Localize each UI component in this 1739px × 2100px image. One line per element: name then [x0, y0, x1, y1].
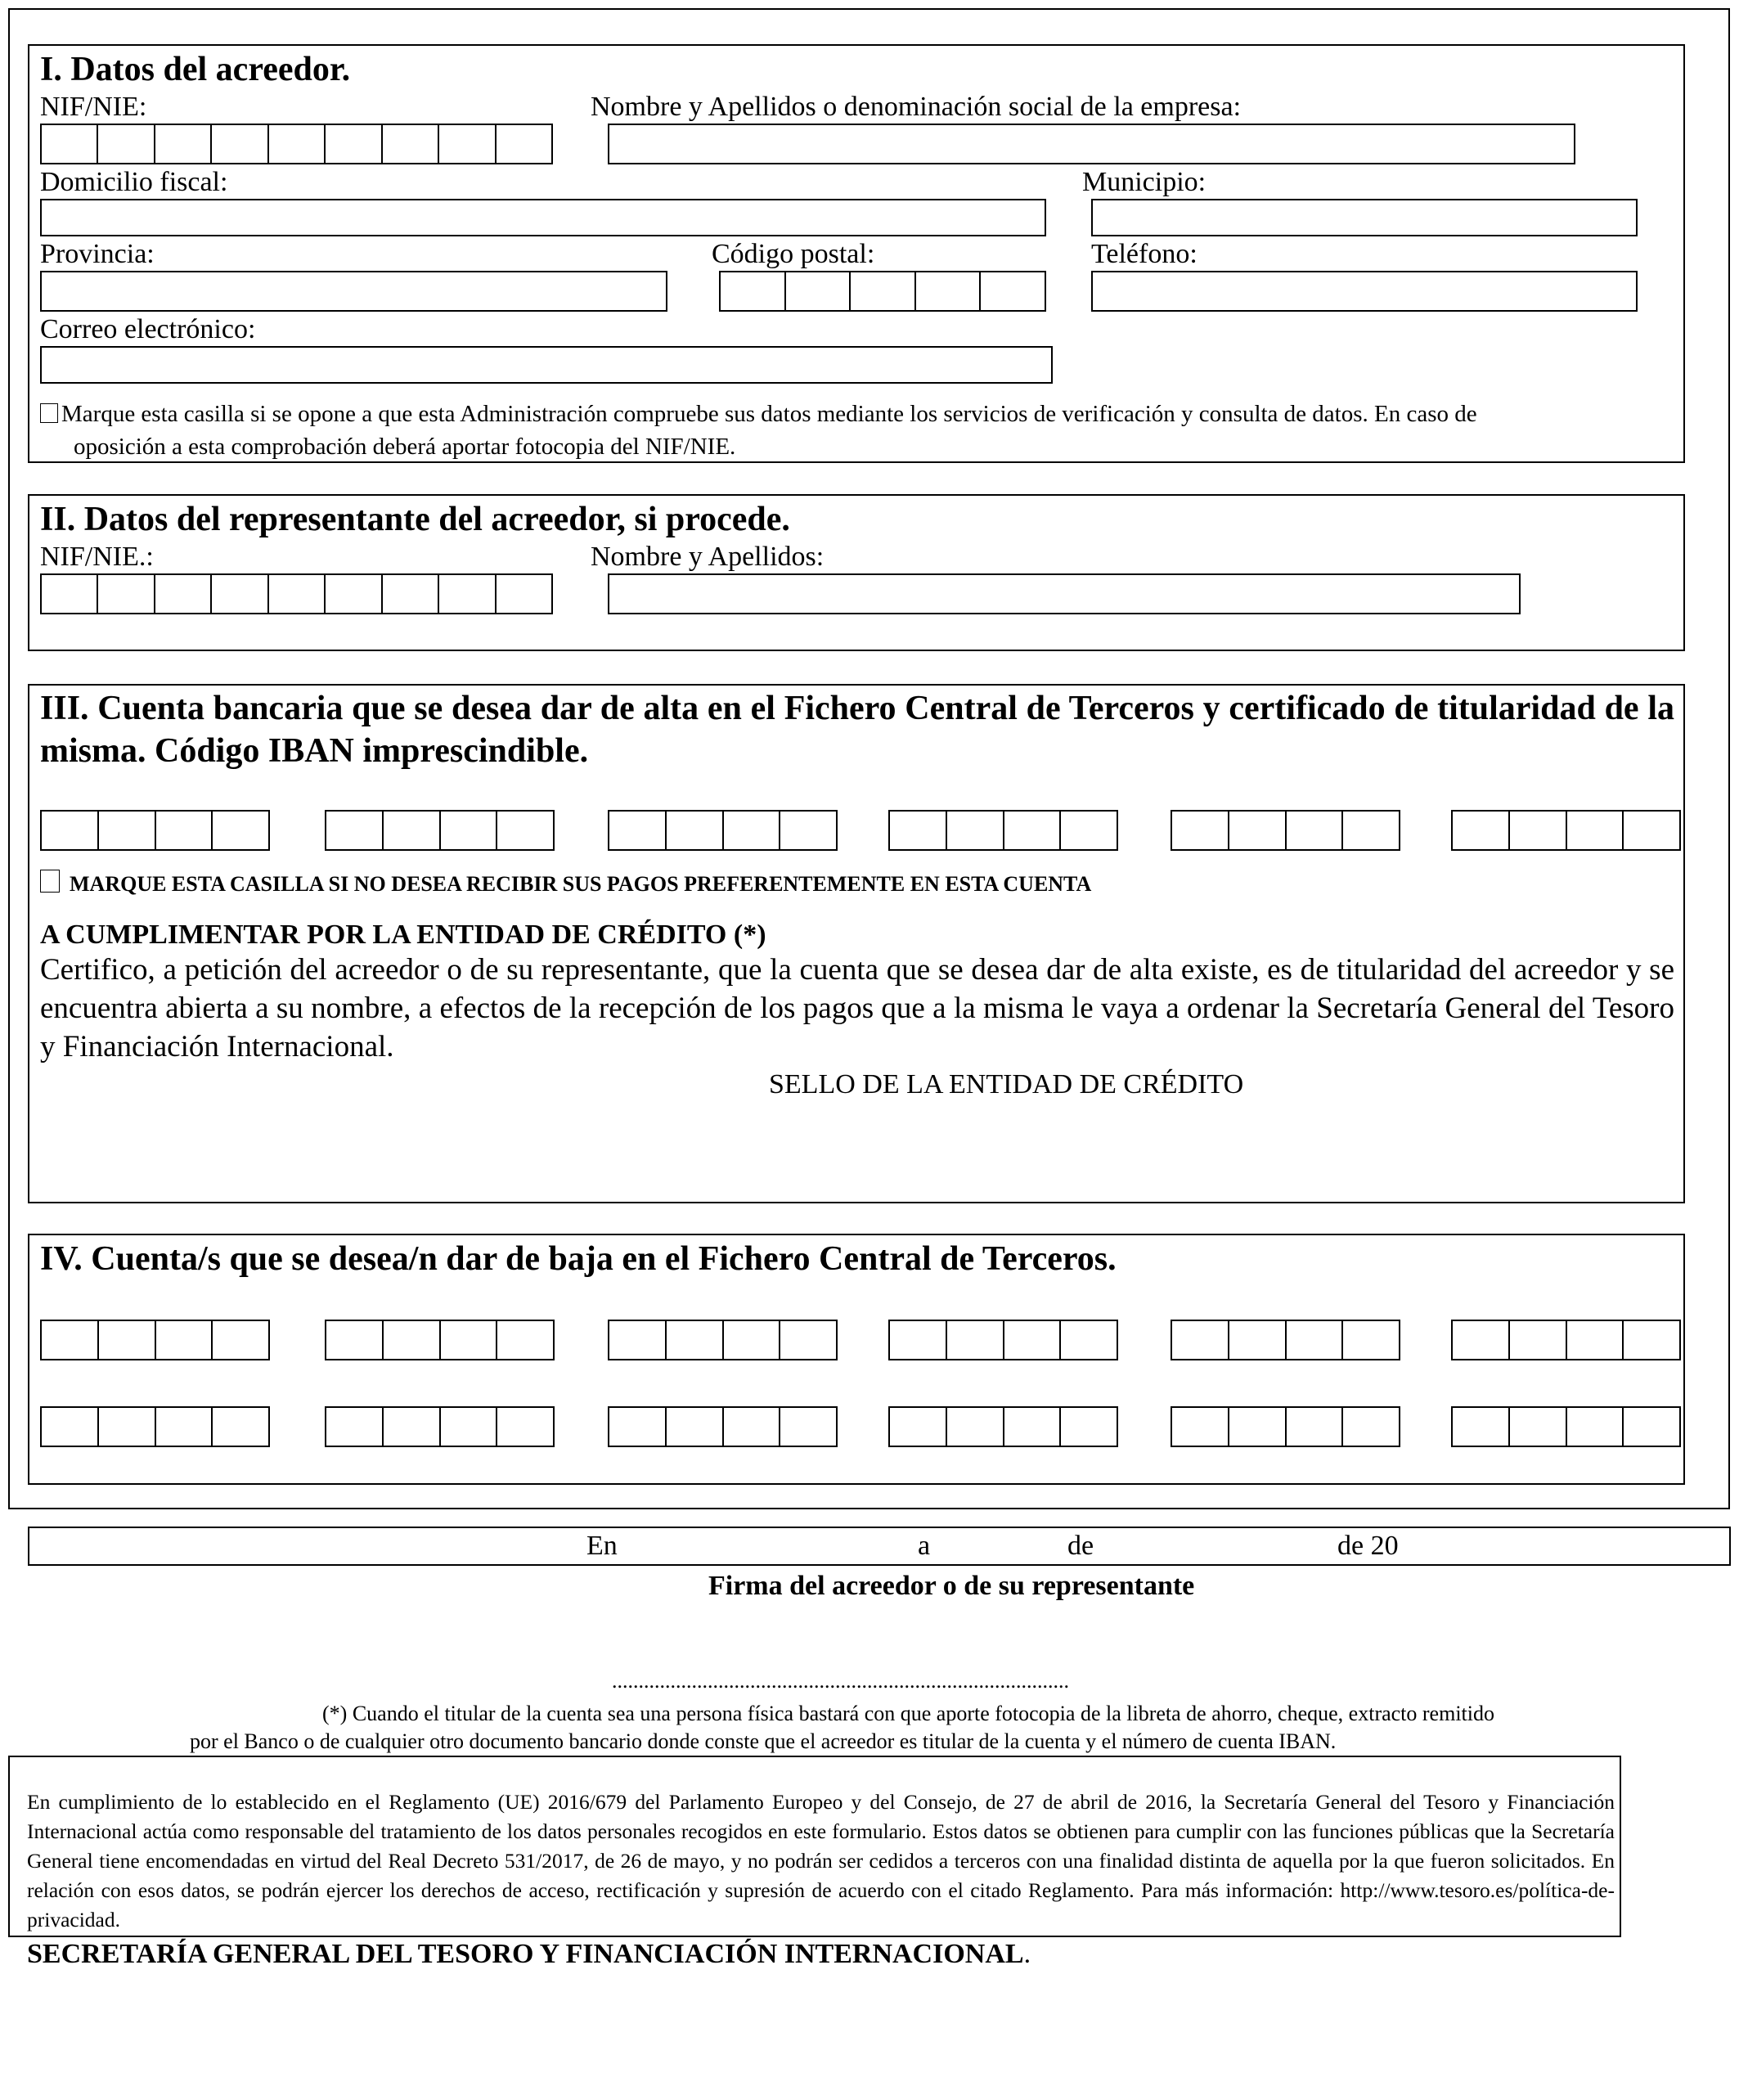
nif-cell[interactable] [98, 125, 155, 163]
iban-cell[interactable] [1510, 812, 1567, 849]
preference-checkbox[interactable] [40, 870, 60, 893]
consent-text [40, 398, 1674, 463]
iban-cell[interactable] [326, 1408, 384, 1446]
nif-cell[interactable] [42, 125, 98, 163]
section-bank-account-title: III. Cuenta bancaria que se desea dar de alta en el Fichero Central de Terceros y certificado de titularidad de la misma. Código IBAN imprescindible. [40, 690, 1674, 770]
iban-group[interactable] [888, 810, 1118, 851]
iban-group[interactable] [40, 1406, 270, 1447]
section-representative-title: II. Datos del representante del acreedor, si procede. [40, 501, 790, 538]
iban-cell[interactable] [497, 1321, 553, 1359]
iban-cell[interactable] [724, 812, 781, 849]
iban-cell[interactable] [384, 1408, 441, 1446]
iban-cell[interactable] [326, 812, 384, 849]
iban-cell[interactable] [1172, 1321, 1229, 1359]
nif-cell[interactable] [439, 575, 496, 613]
municipality-label: Municipio: [1082, 167, 1207, 197]
address-label: Domicilio fiscal: [40, 167, 228, 197]
iban-cell[interactable] [890, 1321, 947, 1359]
iban-cell[interactable] [609, 1321, 667, 1359]
iban-cell[interactable] [1567, 812, 1624, 849]
nif-cell[interactable] [42, 575, 98, 613]
date-place-box [28, 1527, 1731, 1566]
iban-cell[interactable] [667, 1408, 724, 1446]
iban-cell[interactable] [1061, 1321, 1117, 1359]
iban-cell[interactable] [156, 812, 213, 849]
preference-checkbox-row [40, 870, 1091, 897]
iban-cell[interactable] [667, 1321, 724, 1359]
iban-group[interactable] [1171, 1320, 1400, 1360]
iban-cell[interactable] [1624, 1321, 1679, 1359]
iban-cell[interactable] [1229, 812, 1287, 849]
iban-cell[interactable] [42, 1408, 99, 1446]
iban-group[interactable] [40, 1320, 270, 1360]
section-accounts-removal-title: IV. Cuenta/s que se desea/n dar de baja en el Fichero Central de Terceros. [40, 1240, 1117, 1278]
iban-cell[interactable] [1004, 1321, 1062, 1359]
iban-cell[interactable] [497, 812, 553, 849]
iban-cell[interactable] [1004, 1408, 1062, 1446]
iban-cell[interactable] [1453, 1408, 1510, 1446]
rep-nif-input[interactable] [40, 573, 553, 614]
iban-cell[interactable] [441, 1321, 498, 1359]
iban-group[interactable] [40, 810, 270, 851]
iban-cell[interactable] [1287, 1408, 1344, 1446]
signature-line: ...................................................................................... [612, 1669, 1069, 1693]
nif-cell[interactable] [497, 575, 551, 613]
iban-new-row [40, 810, 1676, 852]
nif-cell[interactable] [269, 125, 326, 163]
rep-nif-label: NIF/NIE.: [40, 542, 154, 572]
date-a-label: a [918, 1531, 931, 1561]
iban-cell[interactable] [780, 812, 836, 849]
iban-cell[interactable] [1229, 1321, 1287, 1359]
seal-label: SELLO DE LA ENTIDAD DE CRÉDITO [769, 1069, 1244, 1099]
iban-cell[interactable] [497, 1408, 553, 1446]
iban-group[interactable] [888, 1320, 1118, 1360]
iban-cell[interactable] [441, 1408, 498, 1446]
iban-cell[interactable] [156, 1408, 213, 1446]
postal-cell[interactable] [851, 272, 916, 310]
municipality-input[interactable] [1091, 199, 1638, 236]
iban-group[interactable] [608, 810, 838, 851]
iban-group[interactable] [888, 1406, 1118, 1447]
iban-cell[interactable] [609, 812, 667, 849]
iban-cell[interactable] [1624, 812, 1679, 849]
footnote-line-1: (*) Cuando el titular de la cuenta sea una persona física bastará con que aporte fotocopia de la libreta de ahorro, cheque, extracto remitido [322, 1702, 1494, 1725]
iban-cell[interactable] [1229, 1408, 1287, 1446]
certify-text: Certifico, a petición del acreedor o de su representante, que la cuenta que se desea dar de alta existe, es de titularidad del acreedor y se encuentra abierta a su nombre, a efectos de la recepción de los pagos que a la misma le vaya a ordenar la Secretaría General del Tesoro y Financiación Internacional. [40, 953, 1674, 1063]
postal-cell[interactable] [981, 272, 1045, 310]
iban-group[interactable] [1451, 810, 1681, 851]
iban-group[interactable] [1171, 810, 1400, 851]
iban-group[interactable] [1451, 1406, 1681, 1447]
nif-cell[interactable] [155, 125, 212, 163]
section-creditor-title: I. Datos del acreedor. [40, 51, 351, 88]
iban-cell[interactable] [42, 1321, 99, 1359]
nif-cell[interactable] [212, 125, 268, 163]
nif-label: NIF/NIE: [40, 92, 147, 122]
nif-cell[interactable] [439, 125, 496, 163]
iban-cell[interactable] [780, 1321, 836, 1359]
postal-cell[interactable] [916, 272, 982, 310]
iban-cell[interactable] [724, 1408, 781, 1446]
footer-period: . [1023, 1939, 1031, 1969]
iban-cell[interactable] [213, 1408, 268, 1446]
footnote-line-2: por el Banco o de cualquier otro documento bancario donde conste que el acreedor es titular de la cuenta y el número de cuenta IBAN. [190, 1729, 1337, 1753]
iban-cell[interactable] [42, 812, 99, 849]
nif-cell[interactable] [98, 575, 155, 613]
iban-cell[interactable] [1567, 1408, 1624, 1446]
iban-cell[interactable] [213, 812, 268, 849]
iban-cell[interactable] [947, 812, 1004, 849]
nif-cell[interactable] [269, 575, 326, 613]
iban-cell[interactable] [99, 1321, 156, 1359]
signature-label: Firma del acreedor o de su representante [708, 1571, 1195, 1601]
nif-cell[interactable] [383, 125, 439, 163]
rep-name-input[interactable] [608, 573, 1521, 614]
iban-cell[interactable] [1287, 812, 1344, 849]
nif-cell[interactable] [326, 575, 382, 613]
footer-org-name: SECRETARÍA GENERAL DEL TESORO Y FINANCIACIÓN INTERNACIONAL [27, 1939, 1024, 1969]
creditor-name-input[interactable] [608, 124, 1575, 164]
iban-cell[interactable] [99, 812, 156, 849]
phone-label: Teléfono: [1091, 239, 1198, 269]
iban-group[interactable] [608, 1320, 838, 1360]
iban-remove-row-1 [40, 1320, 1676, 1362]
nif-cell[interactable] [383, 575, 439, 613]
postal-cell[interactable] [786, 272, 852, 310]
nif-cell[interactable] [155, 575, 212, 613]
date-de20-label: de 20 [1337, 1531, 1399, 1561]
rep-name-label: Nombre y Apellidos: [591, 542, 825, 572]
iban-cell[interactable] [99, 1408, 156, 1446]
iban-cell[interactable] [213, 1321, 268, 1359]
iban-cell[interactable] [1453, 812, 1510, 849]
iban-cell[interactable] [1004, 812, 1062, 849]
iban-cell[interactable] [947, 1321, 1004, 1359]
iban-cell[interactable] [1453, 1321, 1510, 1359]
province-label: Provincia: [40, 239, 155, 269]
iban-group[interactable] [325, 810, 555, 851]
iban-cell[interactable] [1624, 1408, 1679, 1446]
nif-cell[interactable] [497, 125, 551, 163]
iban-cell[interactable] [1567, 1321, 1624, 1359]
email-input[interactable] [40, 346, 1053, 384]
creditor-name-label: Nombre y Apellidos o denominación social de la empresa: [591, 92, 1242, 122]
iban-cell[interactable] [780, 1408, 836, 1446]
iban-cell[interactable] [326, 1321, 384, 1359]
iban-remove-row-2 [40, 1406, 1676, 1449]
iban-cell[interactable] [667, 812, 724, 849]
privacy-notice-text: En cumplimiento de lo establecido en el Reglamento (UE) 2016/679 del Parlamento Europeo y del Consejo, de 27 de abril de 2016, la Secretaría General del Tesoro y Financiación Internacional actúa como responsable del tratamiento de los datos personales recogidos en este formulario. Estos datos se obtienen para cumplir con las funciones públicas que la Secretaría General tiene encomendadas en virtud del Real Decreto 531/2017, de 26 de mayo, y no podrán ser cedidos a terceros con una finalidad distinta de aquella por la que fueron solicitados. En relación con esos datos, se podrán ejercer los derechos de acceso, rectificación y supresión de acuerdo con el citado Reglamento. Para más información: http://www.tesoro.es/política-de-privacidad. [27, 1790, 1615, 1931]
date-de-label: de [1067, 1531, 1094, 1561]
iban-group[interactable] [1171, 1406, 1400, 1447]
iban-cell[interactable] [1061, 1408, 1117, 1446]
iban-cell[interactable] [890, 812, 947, 849]
address-input[interactable] [40, 199, 1046, 236]
consent-line-1: Marque esta casilla si se opone a que esta Administración compruebe sus datos mediante los servicios de verificación y consulta de datos. En caso de [61, 401, 1477, 427]
postal-code-label: Código postal: [712, 239, 875, 269]
iban-cell[interactable] [1510, 1408, 1567, 1446]
iban-cell[interactable] [1287, 1321, 1344, 1359]
nif-cell[interactable] [326, 125, 382, 163]
iban-cell[interactable] [1172, 812, 1229, 849]
consent-line-2: oposición a esta comprobación deberá aportar fotocopia del NIF/NIE. [74, 434, 736, 460]
email-label: Correo electrónico: [40, 314, 256, 344]
iban-cell[interactable] [441, 812, 498, 849]
iban-cell[interactable] [724, 1321, 781, 1359]
iban-group[interactable] [608, 1406, 838, 1447]
iban-cell[interactable] [156, 1321, 213, 1359]
creditor-nif-input[interactable] [40, 124, 553, 164]
preference-checkbox-label: MARQUE ESTA CASILLA SI NO DESEA RECIBIR SUS PAGOS PREFERENTEMENTE EN ESTA CUENTA [70, 872, 1092, 896]
iban-cell[interactable] [890, 1408, 947, 1446]
iban-cell[interactable] [1343, 812, 1399, 849]
footer-organization [27, 1939, 1031, 1970]
postal-cell[interactable] [721, 272, 786, 310]
iban-cell[interactable] [1343, 1321, 1399, 1359]
province-input[interactable] [40, 271, 667, 312]
iban-group[interactable] [325, 1406, 555, 1447]
iban-cell[interactable] [609, 1408, 667, 1446]
postal-code-input[interactable] [719, 271, 1046, 312]
iban-cell[interactable] [1510, 1321, 1567, 1359]
bank-heading: A CUMPLIMENTAR POR LA ENTIDAD DE CRÉDITO (*) [40, 920, 766, 950]
date-en-label: En [586, 1531, 618, 1561]
iban-cell[interactable] [384, 812, 441, 849]
phone-input[interactable] [1091, 271, 1638, 312]
iban-cell[interactable] [1172, 1408, 1229, 1446]
iban-cell[interactable] [947, 1408, 1004, 1446]
opposition-checkbox[interactable] [40, 403, 58, 423]
iban-cell[interactable] [1343, 1408, 1399, 1446]
iban-group[interactable] [325, 1320, 555, 1360]
nif-cell[interactable] [212, 575, 268, 613]
iban-cell[interactable] [384, 1321, 441, 1359]
iban-cell[interactable] [1061, 812, 1117, 849]
iban-group[interactable] [1451, 1320, 1681, 1360]
